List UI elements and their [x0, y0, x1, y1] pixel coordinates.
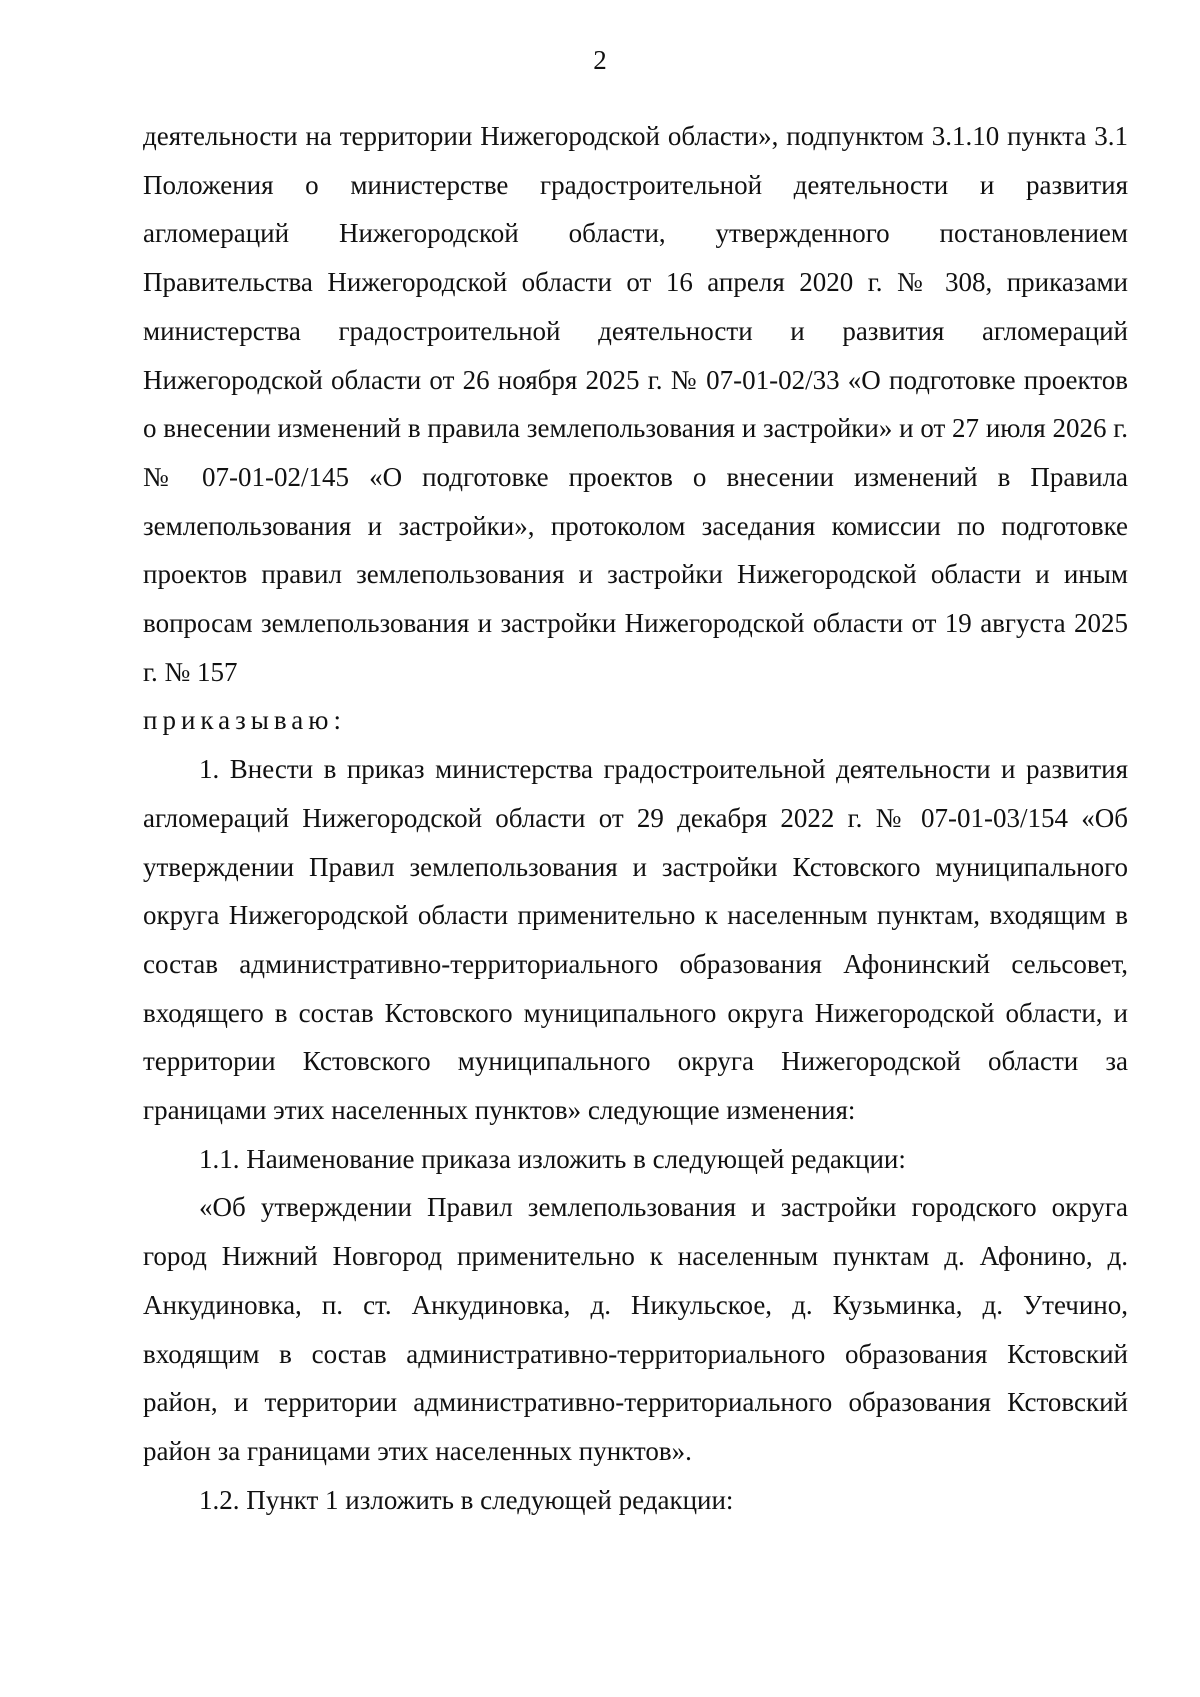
item-1-1-paragraph: 1.1. Наименование приказа изложить в следующей редакции: — [199, 1143, 906, 1174]
quoted-title-paragraph: «Об утверждении Правил землепользования и застройки городского округа город Нижний Новгород применительно к населенным пунктам д. Афонино, д. Анкудиновка, п. ст. Анкудиновка, д. Никульское, д. Кузьминка, д. Утечино, входящим в состав административно-территориального образования Кстовский район, и территории административно-территориального образования Кстовский район за границами этих населенных пунктов». — [143, 1192, 1128, 1466]
item-1-2-paragraph: 1.2. Пункт 1 изложить в следующей редакции: — [199, 1484, 734, 1515]
document-body — [143, 112, 1128, 1524]
page-number: 2 — [593, 45, 607, 75]
order-word: приказываю: — [143, 705, 346, 736]
intro-paragraph: деятельности на территории Нижегородской области», подпунктом 3.1.10 пункта 3.1 Положения о министерстве градостроительной деятельности и развития агломераций Нижегородской области, утвержденного постановлением Правительства Нижегородской области от 16 апреля 2020 г. № 308, приказами министерства градостроительной деятельности и развития агломераций Нижегородской области от 26 ноября 2025 г. № 07-01-02/33 «О подготовке проектов о внесении изменений в правила землепользования и застройки» и от 27 июля 2026 г. № 07-01-02/145 «О подготовке проектов о внесении изменений в Правила землепользования и застройки», протоколом заседания комиссии по подготовке проектов правил землепользования и застройки Нижегородской области и иным вопросам землепользования и застройки Нижегородской области от 19 августа 2025 г. № 157 — [143, 121, 1128, 687]
item-1-paragraph: 1. Внести в приказ министерства градостроительной деятельности и развития агломераций Нижегородской области от 29 декабря 2022 г. № 07-01-03/154 «Об утверждении Правил землепользования и застройки Кстовского муниципального округа Нижегородской области применительно к населенным пунктам, входящим в состав административно-территориального образования Афонинский сельсовет, входящего в состав Кстовского муниципального округа Нижегородской области, и территории Кстовского муниципального округа Нижегородской области за границами этих населенных пунктов» следующие изменения: — [143, 754, 1128, 1126]
